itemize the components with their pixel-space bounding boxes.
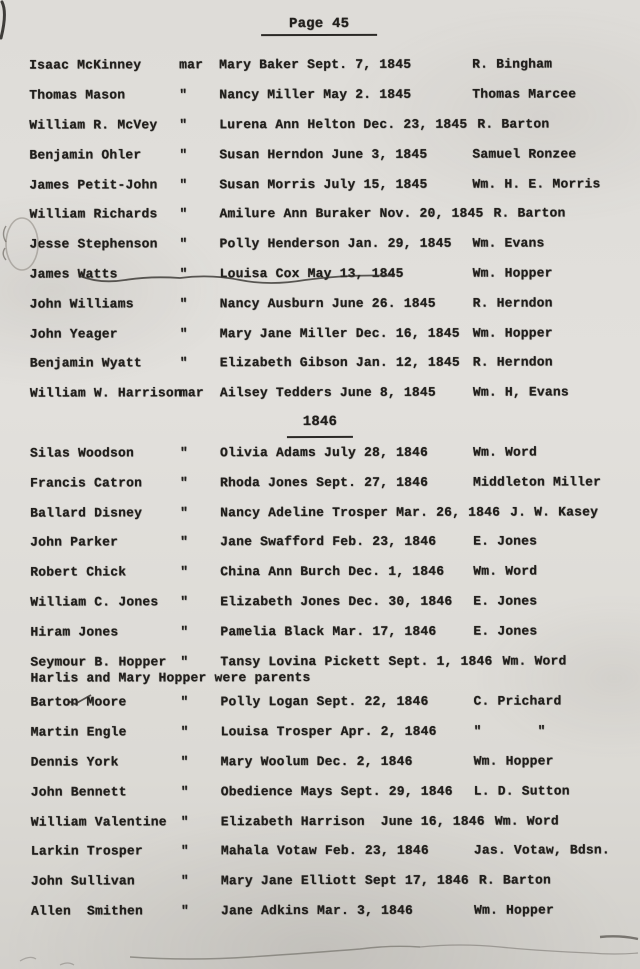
bondsman-name: Middleton Miller <box>473 474 602 490</box>
groom-name: Dennis York <box>30 754 119 770</box>
ditto-mark: mar <box>179 57 204 73</box>
groom-name: James Watts <box>29 266 118 282</box>
bride-name-and-date: Rhoda Jones Sept. 27, 1846 <box>220 474 429 490</box>
bride-name-and-date: Mahala Votaw Feb. 23, 1846 <box>220 843 429 859</box>
record-row <box>29 198 639 229</box>
record-line <box>30 467 640 498</box>
ditto-mark: " <box>180 754 189 770</box>
bondsman-name: J. W. Kasey <box>510 503 599 520</box>
record-line <box>31 895 640 926</box>
groom-name: Isaac McKinney <box>29 57 142 73</box>
ditto-mark: " <box>180 504 189 520</box>
record-row <box>29 139 639 170</box>
record-line <box>29 198 639 229</box>
record-line <box>31 776 640 807</box>
record-row <box>31 835 640 866</box>
ditto-mark: " <box>180 843 189 859</box>
groom-name: William R. McVey <box>29 117 158 133</box>
record-line <box>30 318 640 349</box>
bride-name-and-date: Louisa Cox May 13, 1845 <box>219 265 404 282</box>
bondsman-name: R. Barton <box>493 205 566 222</box>
bondsman-name: Wm. Word <box>494 813 559 829</box>
bondsman-name: Wm. Word <box>473 563 538 579</box>
ditto-mark: " <box>179 117 188 133</box>
ditto-mark: " <box>180 724 189 740</box>
ditto-mark: " <box>179 236 188 252</box>
record-row <box>30 318 640 349</box>
bondsman-name: Wm. Hopper <box>473 753 554 769</box>
bondsman-name: Samuel Ronzee <box>472 146 577 162</box>
ditto-mark: " <box>180 475 189 491</box>
groom-name: William Valentine <box>30 813 167 830</box>
record-line <box>31 805 640 836</box>
record-row <box>30 556 640 587</box>
record-line <box>30 288 640 319</box>
groom-name: Benjamin Ohler <box>29 147 142 163</box>
bondsman-name: R. Barton <box>477 116 550 132</box>
record-row <box>31 716 640 747</box>
bondsman-name: E. Jones <box>473 593 538 609</box>
ditto-mark: " <box>179 355 188 371</box>
ditto-mark: " <box>180 783 189 800</box>
record-row <box>31 746 640 777</box>
groom-name: John Parker <box>30 534 119 550</box>
parents-note: Harlis and Mary Hopper were parents <box>30 669 311 686</box>
bondsman-name: Wm. Hopper <box>472 325 553 341</box>
bride-name-and-date: Mary Jane Miller Dec. 16, 1845 <box>219 325 460 341</box>
groom-name: Silas Woodson <box>29 445 135 461</box>
page-title: Page 45 <box>261 16 377 36</box>
groom-name: James Petit-John <box>29 176 158 193</box>
groom-name: John Williams <box>29 296 134 312</box>
record-line <box>31 835 640 866</box>
record-row <box>30 586 640 617</box>
record-line <box>30 347 640 378</box>
record-line <box>29 49 639 80</box>
record-line <box>29 139 639 170</box>
bondsman-name: E. Jones <box>473 533 538 550</box>
ditto-mark: " <box>179 445 189 461</box>
bride-name-and-date: Elizabeth Jones Dec. 30, 1846 <box>220 593 453 610</box>
groom-name: William C. Jones <box>30 594 159 610</box>
record-line <box>31 865 640 896</box>
record-row <box>30 288 640 319</box>
record-row <box>29 49 639 80</box>
bride-name-and-date: Mary Jane Elliott Sept 17, 1846 <box>220 872 469 889</box>
ditto-mark: " <box>180 903 189 919</box>
record-row <box>31 895 640 926</box>
bride-name-and-date: Jane Swafford Feb. 23, 1846 <box>220 534 437 550</box>
groom-name: Robert Chick <box>30 564 127 580</box>
ditto-mark: " <box>180 624 189 640</box>
record-row <box>30 467 640 498</box>
bondsman-name: Thomas Marcee <box>472 86 577 102</box>
bride-name-and-date: Nancy Ausburn June 26. 1845 <box>219 295 436 311</box>
groom-name: John Bennett <box>30 784 127 800</box>
record-row <box>30 347 640 378</box>
record-row <box>30 377 640 408</box>
bondsman-name: Wm. Evans <box>472 235 545 251</box>
bride-name-and-date: Jane Adkins Mar. 3, 1846 <box>220 902 413 919</box>
bondsman-name: R. Barton <box>478 872 551 888</box>
bondsman-name: Wm. Word <box>472 444 538 460</box>
record-row <box>30 258 640 289</box>
record-line <box>30 437 640 468</box>
groom-name: Allen Smithen <box>30 903 143 919</box>
bride-name-and-date: Elizabeth Gibson Jan. 12, 1845 <box>219 355 460 371</box>
record-row <box>31 865 640 896</box>
record-row <box>30 686 640 717</box>
record-row <box>29 79 639 110</box>
groom-name: Thomas Mason <box>29 87 126 103</box>
bride-name-and-date: Obedience Mays Sept. 29, 1846 <box>220 783 453 799</box>
bride-name-and-date: Olivia Adams July 28, 1846 <box>219 444 429 461</box>
ditto-mark: " <box>180 534 189 550</box>
record-row <box>30 437 640 468</box>
groom-name: Ballard Disney <box>30 504 143 521</box>
bondsman-name: Jas. Votaw, Bdsn. <box>473 842 610 858</box>
ditto-mark: " <box>179 147 188 163</box>
groom-name: William Richards <box>29 206 158 222</box>
groom-name: Martin Engle <box>30 724 127 740</box>
ditto-mark: " <box>179 176 188 192</box>
record-line <box>29 109 639 140</box>
ditto-mark: mar <box>179 385 204 401</box>
ditto-mark: " <box>179 325 188 341</box>
record-line <box>30 616 640 647</box>
record-row <box>30 228 640 259</box>
record-row <box>30 645 640 687</box>
ditto-mark: " <box>179 296 188 312</box>
ditto-mark: " <box>180 653 189 669</box>
record-row <box>31 805 640 836</box>
record-row <box>29 169 639 200</box>
record-row <box>29 109 639 140</box>
bride-name-and-date: Tansy Lovina Pickett Sept. 1, 1846 <box>220 653 493 669</box>
record-line <box>29 79 639 110</box>
bondsman-name: Wm. H. E. Morris <box>472 175 601 192</box>
groom-name: Francis Catron <box>30 475 143 491</box>
record-line <box>29 169 639 200</box>
record-row <box>30 526 640 557</box>
bottom-scan-streaks-artifact <box>0 925 640 969</box>
bride-name-and-date: Susan Morris July 15, 1845 <box>219 176 428 192</box>
bondsman-name: R. Herndon <box>472 295 553 311</box>
bride-name-and-date: China Ann Burch Dec. 1, 1846 <box>220 563 445 580</box>
bondsman-name: " " <box>473 723 546 739</box>
record-line <box>30 258 640 289</box>
record-line <box>30 686 640 717</box>
bride-name-and-date: Mary Baker Sept. 7, 1845 <box>219 57 412 73</box>
ditto-mark: " <box>179 87 188 103</box>
section-1846-header: 1846 <box>287 408 353 437</box>
record-line <box>30 526 640 557</box>
ditto-mark: " <box>180 813 189 829</box>
bride-name-and-date: Pamelia Black Mar. 17, 1846 <box>220 623 437 639</box>
bride-name-and-date: Mary Woolum Dec. 2, 1846 <box>220 753 413 770</box>
ditto-mark: " <box>180 594 189 610</box>
ditto-mark: " <box>180 694 189 710</box>
records-1845 <box>29 49 640 408</box>
groom-name: John Yeager <box>29 325 118 342</box>
bondsman-name: Wm. Hopper <box>473 902 554 918</box>
records-1846 <box>30 437 640 926</box>
bride-name-and-date: Susan Herndon June 3, 1845 <box>219 146 428 162</box>
groom-name: Larkin Trosper <box>30 843 143 859</box>
bride-name-and-date: Polly Logan Sept. 22, 1846 <box>220 694 429 710</box>
record-row <box>30 496 640 527</box>
ditto-mark: " <box>180 564 189 580</box>
groom-name: Seymour B. Hopper <box>30 653 167 670</box>
groom-name: John Sullivan <box>30 873 135 889</box>
bride-name-and-date: Louisa Trosper Apr. 2, 1846 <box>220 723 437 740</box>
record-line <box>30 377 640 408</box>
groom-name: Benjamin Wyatt <box>29 355 142 371</box>
bondsman-name: E. Jones <box>473 623 538 639</box>
ditto-mark: " <box>179 266 188 282</box>
bride-name-and-date: Lurena Ann Helton Dec. 23, 1845 <box>219 116 468 133</box>
record-line <box>31 746 640 777</box>
bondsman-name: L. D. Sutton <box>473 783 570 799</box>
bondsman-name: R. Herndon <box>472 354 553 371</box>
record-row <box>30 616 640 647</box>
page-title-wrap <box>29 13 609 36</box>
record-line <box>30 586 640 617</box>
record-row <box>31 776 640 807</box>
bondsman-name: C. Prichard <box>473 693 562 710</box>
bride-name-and-date: Nancy Miller May 2. 1845 <box>219 86 412 103</box>
bondsman-name: Wm. Word <box>502 653 567 669</box>
bride-name-and-date: Elizabeth Harrison June 16, 1846 <box>220 813 485 829</box>
groom-name: Barton Moore <box>30 694 127 710</box>
record-line <box>31 716 640 747</box>
bride-name-and-date: Amilure Ann Buraker Nov. 20, 1845 <box>219 206 484 222</box>
groom-name: William W. Harrison <box>29 385 182 401</box>
bride-name-and-date: Nancy Adeline Trosper Mar. 26, 1846 <box>220 504 501 520</box>
bride-name-and-date: Polly Henderson Jan. 29, 1845 <box>219 235 452 252</box>
bondsman-name: Wm. H, Evans <box>472 384 569 400</box>
ditto-mark: " <box>180 873 189 889</box>
bride-name-and-date: Ailsey Tedders June 8, 1845 <box>219 384 436 401</box>
bondsman-name: Wm. Hopper <box>472 265 553 281</box>
section-1846-header-wrap <box>30 407 610 438</box>
bondsman-name: R. Bingham <box>472 56 553 73</box>
ditto-mark: " <box>179 206 188 222</box>
record-line <box>30 496 640 527</box>
record-line <box>30 556 640 587</box>
record-line <box>30 228 640 259</box>
groom-name: Jesse Stephenson <box>29 236 158 252</box>
groom-name: Hiram Jones <box>30 624 119 640</box>
